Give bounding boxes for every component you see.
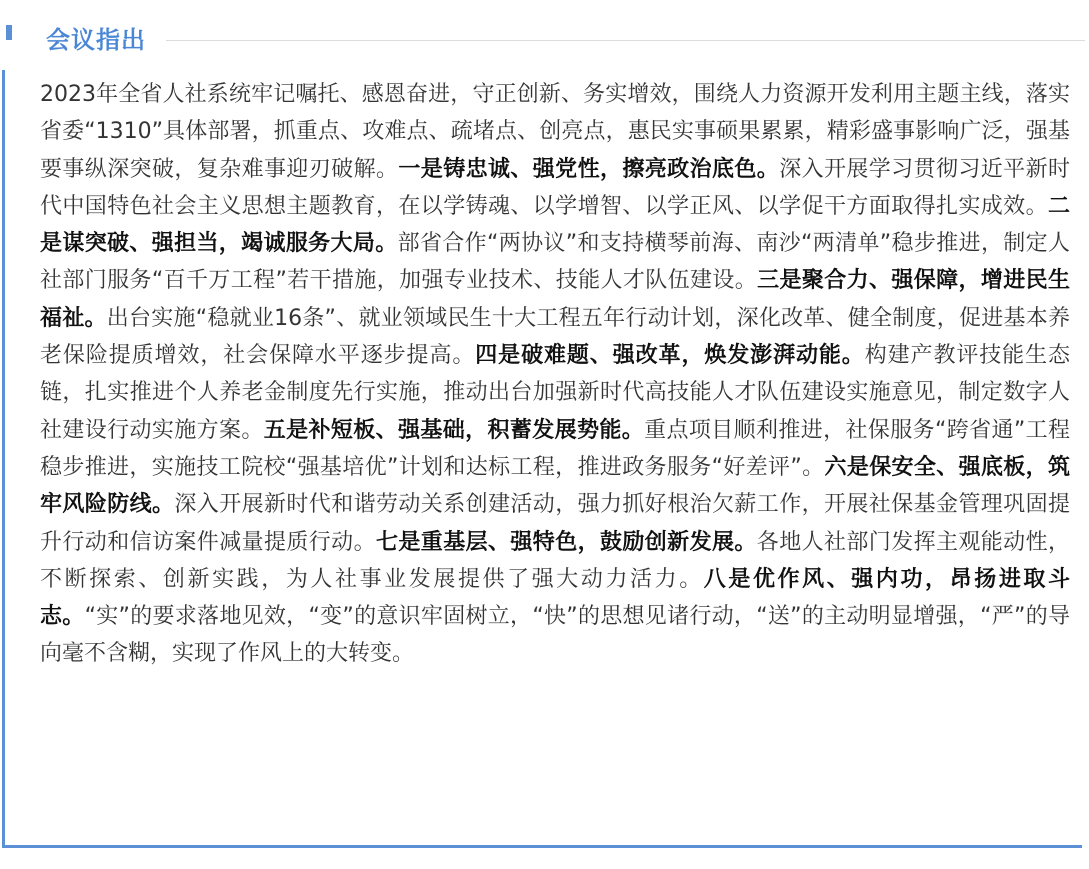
- text-segment: 部省合作“两协议”和支持横琴前海、南沙“两清单”稳步推进，制定人社部门服务“百千万工程”若干措施，加强专业技术、技能人才队伍建设。: [40, 231, 1070, 294]
- bold-heading-4: 四是破难题、强改革，焕发澎湃动能。: [475, 343, 865, 369]
- bold-heading-5: 五是补短板、强基础，积蓄发展势能。: [263, 417, 645, 443]
- section-header: [0, 22, 1089, 58]
- text-segment: 2023年全省人社系统牢记嘱托、感恩奋进，守正创新、务实增效，围绕人力资源开发利用主题主线，落实省委“1310”具体部署，抓重点、攻难点、疏堵点、创亮点，惠民实事硕果累累，精彩盛事影响广泛，强基要事纵深突破，复杂难事迎刃破解。: [40, 82, 1070, 182]
- bold-heading-6: 六是保安全、强底板，筑牢风险防线。: [40, 454, 1070, 518]
- text-segment: 出台实施“稳就业16条”、就业领域民生十大工程五年行动计划，深化改革、健全制度，促进基本养老保险提质增效，社会保障水平逐步提高。: [40, 305, 1070, 369]
- bold-heading-2: 二是谋突破、强担当，竭诚服务大局。: [40, 193, 1070, 257]
- body-paragraph: [40, 76, 1070, 673]
- text-segment: 重点项目顺利推进，社保服务“跨省通”工程稳步推进，实施技工院校“强基培优”计划和达标工程，推进政务服务“好差评”。: [40, 417, 1070, 480]
- bold-heading-8: 八是优作风、强内功，昂扬进取斗志。: [40, 566, 1070, 630]
- text-segment: “实”的要求落地见效，“变”的意识牢固树立，“快”的思想见诸行动，“送”的主动明显增强，“严”的导向毫不含糊，实现了作风上的大转变。: [40, 604, 1070, 667]
- content-box: [0, 70, 1082, 848]
- section-title: 会议指出: [46, 26, 146, 54]
- left-accent-border: [2, 70, 5, 848]
- bold-heading-1: 一是铸忠诚、强党性，擦亮政治底色。: [398, 156, 780, 182]
- text-segment: 各地人社部门发挥主观能动性，不断探索、创新实践，为人社事业发展提供了强大动力活力。: [40, 529, 1070, 592]
- text-segment: 深入开展新时代和谐劳动关系创建活动，强力抓好根治欠薪工作，开展社保基金管理巩固提升行动和信访案件减量提质行动。: [40, 492, 1070, 555]
- header-marker: [6, 25, 12, 40]
- bold-heading-3: 三是聚合力、强保障，增进民生福祉。: [40, 268, 1070, 331]
- text-segment: 构建产教评技能生态链，扎实推进个人养老金制度先行实施，推动出台加强新时代高技能人才队伍建设实施意见，制定数字人社建设行动实施方案。: [40, 343, 1070, 443]
- bold-heading-7: 七是重基层、强特色，鼓励创新发展。: [376, 529, 757, 555]
- header-divider: [166, 40, 1085, 41]
- bottom-accent-border: [2, 845, 1082, 848]
- text-segment: 深入开展学习贯彻习近平新时代中国特色社会主义思想主题教育，在以学铸魂、以学增智、以学正风、以学促干方面取得扎实成效。: [40, 156, 1070, 219]
